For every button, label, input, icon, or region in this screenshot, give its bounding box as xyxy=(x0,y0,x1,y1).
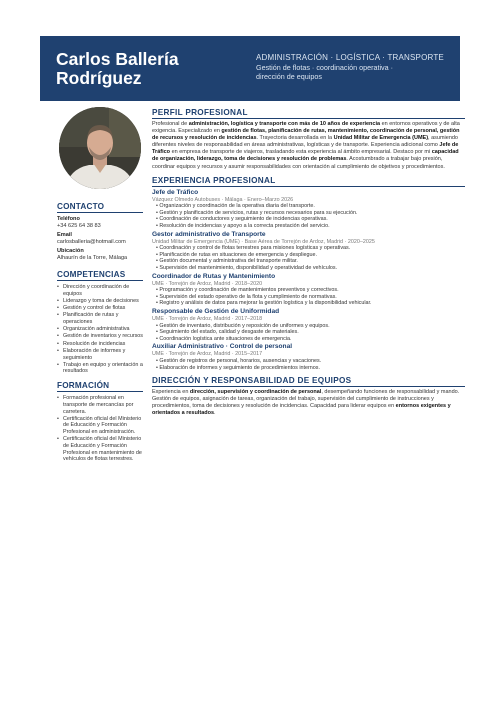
list-item: • Seguimiento del estado, calidad y desgaste de materiales. xyxy=(156,329,465,336)
profile-photo xyxy=(59,107,141,189)
skills-heading: COMPETENCIAS xyxy=(57,270,143,281)
list-item: • Organización y coordinación de la operativa diaria del transporte. xyxy=(156,203,465,210)
list-item: • Gestión y planificación de servicios, rutas y recursos necesarios para su ejecución. xyxy=(156,210,465,217)
list-item: • Programación y coordinación de mantenimientos preventivos y correctivos. xyxy=(156,287,465,294)
list-item: • Coordinación logística ante situaciones de emergencia. xyxy=(156,336,465,343)
education-list xyxy=(57,395,143,463)
list-item: • Dirección y coordinación de equipos xyxy=(57,284,143,297)
list-item: • Resolución de incidencias xyxy=(57,341,143,348)
list-item: • Resolución de incidencias y apoyo a la correcta prestación del servicio. xyxy=(156,223,465,230)
profile-summary: Profesional de administración, logística y transporte con más de 10 años de experiencia en entornos operativos y de alta exigencia. Especializado en gestión de flotas, planificación de rutas, mantenimiento, coordinación de personal, gestión de recursos y resolución de incidencias. Trayectoria desarrollada en la Unidad Militar de Emergencia (UME), asumiendo diferentes niveles de responsabilidad en áreas administrativas, logísticas y de transporte. Experiencia adicional como Jefe de Tráfico en empresa de transporte de viajeros, trasladando esta experiencia al ámbito empresarial. Destaco por mi capacidad de organización, liderazgo, toma de decisiones y resolución de problemas. Acostumbrado a trabajar bajo presión, coordinar equipos y recursos y asumir responsabilidades con orientación al cumplimiento de objetivos y procedimientos. xyxy=(152,121,460,170)
contact-heading: CONTACTO xyxy=(57,202,143,213)
skills-list xyxy=(57,284,143,375)
job-title: Responsable de Gestión de Uniformidad xyxy=(152,307,280,315)
job-title: Jefe de Tráfico xyxy=(152,188,199,196)
email-value: carlosballeria@hotmail.com xyxy=(57,239,126,245)
list-item: • Certificación oficial del Ministerio de Educación y Formación Profesional en administración. xyxy=(57,416,143,436)
email-label: Email xyxy=(57,232,72,238)
job-title: Coordinador de Rutas y Mantenimiento xyxy=(152,272,276,280)
list-item: • Liderazgo y toma de decisiones xyxy=(57,298,143,305)
list-item: • Coordinación y control de flotas terrestres para misiones logísticas y operativas. xyxy=(156,245,465,252)
job-bullets xyxy=(156,287,465,307)
headline-skills-2: dirección de equipos xyxy=(256,72,322,81)
list-item: • Gestión y control de flotas xyxy=(57,305,143,312)
list-item: • Planificación de rutas en situaciones de emergencia y despliegue. xyxy=(156,252,465,259)
experience-entry xyxy=(152,189,465,230)
list-item: • Gestión de inventarios y recursos xyxy=(57,333,143,340)
name-line-2: Rodríguez xyxy=(56,68,142,88)
leadership-summary: Experiencia en dirección, supervisión y coordinación de personal, desempeñando funciones de responsabilidad y mando. Gestión de equipos, asignación de tareas, organización del trabajo, supervisión del cumplimiento de instrucciones y procedimientos, toma de decisiones y resolución de incidencias. Capacidad para liderar equipos en entornos exigentes y orientados a resultados. xyxy=(152,389,460,417)
list-item: • Registro y análisis de datos para mejorar la gestión logística y la disponibilidad vehicular. xyxy=(156,300,465,307)
experience-entry xyxy=(152,231,465,272)
job-bullets xyxy=(156,323,465,343)
phone-label: Teléfono xyxy=(57,216,80,222)
job-meta: UME · Torrejón de Ardoz, Madrid · 2018–2020 xyxy=(152,280,263,287)
job-meta: Vázquez Olmedo Autobuses · Málaga · Enero–Marzo 2026 xyxy=(152,196,294,203)
name-line-1: Carlos Ballería xyxy=(56,49,179,69)
list-item: • Gestión de inventario, distribución y reposición de uniformes y equipos. xyxy=(156,323,465,330)
experience-heading: EXPERIENCIA PROFESIONAL xyxy=(152,176,465,187)
experience-entry xyxy=(152,308,465,342)
list-item: • Organización administrativa xyxy=(57,326,143,333)
main-content xyxy=(152,108,465,423)
list-item: • Elaboración de informes y seguimiento de procedimientos internos. xyxy=(156,365,465,372)
sidebar xyxy=(57,202,143,469)
experience-entry xyxy=(152,273,465,307)
headline-skills-1: Gestión de flotas · coordinación operativa · xyxy=(256,63,394,72)
list-item: • Formación profesional en transporte de mercancías por carretera. xyxy=(57,395,143,415)
list-item: • Gestión de registros de personal, horarios, ausencias y vacaciones. xyxy=(156,358,465,365)
location-label: Ubicación xyxy=(57,248,84,254)
job-bullets xyxy=(156,203,465,229)
job-bullets xyxy=(156,358,465,371)
job-meta: UME · Torrejón de Ardoz, Madrid · 2017–2018 xyxy=(152,315,263,322)
leadership-heading: DIRECCIÓN Y RESPONSABILIDAD DE EQUIPOS xyxy=(152,376,465,387)
job-title: Gestor administrativo de Transporte xyxy=(152,230,266,238)
profile-heading: PERFIL PROFESIONAL xyxy=(152,108,465,119)
list-item: • Certificación oficial del Ministerio de Educación y Formación Profesional en mantenimiento de vehículos de flotas terrestres. xyxy=(57,436,143,463)
education-heading: FORMACIÓN xyxy=(57,381,143,392)
candidate-name xyxy=(56,50,246,88)
location-value: Alhaurín de la Torre, Málaga xyxy=(57,255,128,261)
list-item: • Planificación de rutas y operaciones xyxy=(57,312,143,325)
job-bullets xyxy=(156,245,465,271)
list-item: • Elaboración de informes y seguimiento xyxy=(57,348,143,361)
list-item: • Coordinación de conductores y seguimiento de incidencias operativas. xyxy=(156,216,465,223)
job-title: Auxiliar Administrativo · Control de personal xyxy=(152,343,293,351)
headline xyxy=(256,53,456,81)
list-item: • Supervisión del mantenimiento, disponibilidad y operatividad de vehículos. xyxy=(156,265,465,272)
list-item: • Trabajo en equipo y orientación a resultados xyxy=(57,362,143,375)
job-meta: Unidad Militar de Emergencia (UME) · Base Aérea de Torrejón de Ardoz, Madrid · 2020–2025 xyxy=(152,238,375,245)
experience-entry xyxy=(152,343,465,371)
portrait-image xyxy=(59,107,141,189)
phone-value: +34 625 64 38 83 xyxy=(57,223,101,229)
header-banner xyxy=(40,36,460,101)
headline-areas: ADMINISTRACIÓN · LOGÍSTICA · TRANSPORTE xyxy=(256,53,444,62)
list-item: • Supervisión del estado operativo de la flota y cumplimiento de normativas. xyxy=(156,294,465,301)
list-item: • Gestión documental y administrativa del transporte militar. xyxy=(156,258,465,265)
job-meta: UME · Torrejón de Ardoz, Madrid · 2015–2017 xyxy=(152,351,263,358)
